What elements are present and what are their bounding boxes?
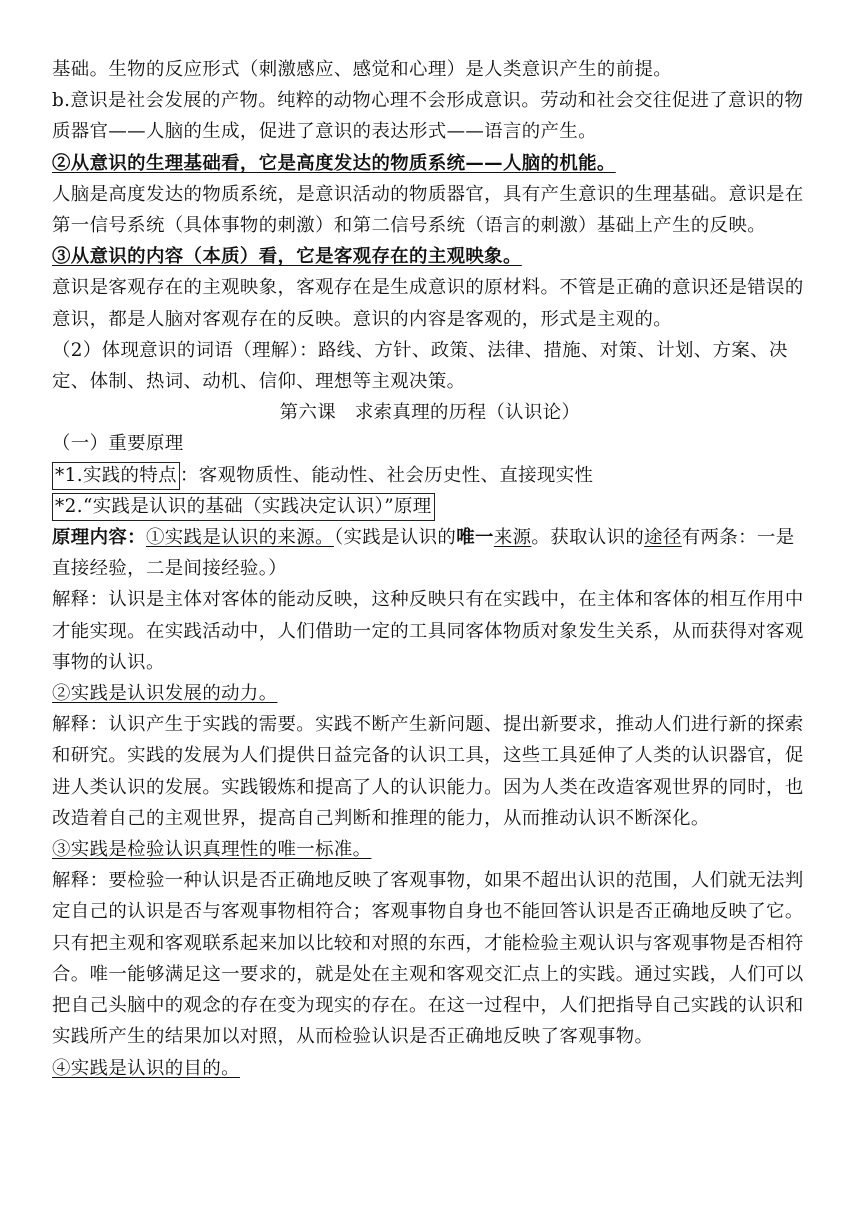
- section-heading: （一）重要原理: [52, 433, 184, 455]
- principle-label: 原理内容：: [52, 527, 146, 549]
- principle-source: ①实践是认识的来源。: [145, 527, 334, 549]
- paragraph: 意识是客观存在的主观映象，客观存在是生成意识的原材料。不管是正确的意识还是错误的意识，都是人脑对客观存在的反映。意识的内容是客观的，形式是主观的。: [52, 277, 804, 330]
- principle-title-line: [52, 491, 808, 522]
- heading-only-standard: ③实践是检验认识真理性的唯一标准。: [52, 839, 372, 861]
- paragraph: （2）体现意识的词语（理解）：路线、方针、政策、法律、措施、对策、计划、方案、决定、体制、热词、动机、信仰、理想等主观决策。: [52, 339, 788, 393]
- explanation: 解释：认识是主体对客体的能动反映，这种反映只有在实践中，在主体和客体的相互作用中才能实现。在实践活动中，人们借助一定的工具同客体物质对象发生关系，从而获得对客观事物的认识。: [52, 589, 804, 673]
- explanation: 解释：要检验一种认识是否正确地反映了客观事物，如果不超出认识的范围，人们就无法判定自己的认识是否与客观事物相符合；客观事物自身也不能回答认识是否正确地反映了它。只有把主观和客观联系起来加以比较和对照的东西，才能检验主观认识与客观事物是否相符合。唯一能够满足这一要求的，就是处在主观和客观交汇点上的实践。通过实践，人们可以把自己头脑中的观念的存在变为现实的存在。在这一过程中，人们把指导自己实践的认识和实践所产生的结果加以对照，从而检验认识是否正确地反映了客观事物。: [52, 870, 804, 1048]
- boxed-label: *2.“实践是认识的基础（实践决定认识）”原理: [52, 493, 435, 521]
- paragraph: 人脑是高度发达的物质系统，是意识活动的物质器官，具有产生意识的生理基础。意识是在第一信号系统（具体事物的刺激）和第二信号系统（语言的刺激）基础上产生的反映。: [52, 183, 804, 237]
- boxed-label: *1.实践的特点: [52, 462, 180, 490]
- practice-features-text: ：客观物质性、能动性、社会历史性、直接现实性: [179, 464, 594, 486]
- practice-features-line: [52, 460, 808, 491]
- heading-driving-force: ②实践是认识发展的动力。: [52, 683, 278, 705]
- heading-content-essence: ③从意识的内容（本质）看，它是客观存在的主观映象。: [52, 246, 522, 268]
- text-line: b.意识是社会发展的产物。纯粹的动物心理不会形成意识。劳动和社会交往促进了意识的物质器官——人脑的生成，促进了意识的表达形式——语言的产生。: [52, 90, 804, 143]
- heading-goal: ④实践是认识的目的。: [52, 1057, 240, 1079]
- heading-physiological-basis: ②从意识的生理基础看，它是高度发达的物质系统——人脑的机能。: [52, 152, 616, 174]
- text-line: 基础。生物的反应形式（刺激感应、感觉和心理）是人类意识产生的前提。: [52, 59, 673, 80]
- principle-content: 原理内容：①实践是认识的来源。（实践是认识的唯一来源。获取认识的途径有两条：一是直接经验，二是间接经验。）: [52, 527, 795, 580]
- explanation: 解释：认识产生于实践的需要。实践不断产生新问题、提出新要求，推动人们进行新的探索和研究。实践的发展为人们提供日益完备的认识工具，这些工具延伸了人类的认识器官，促进人类认识的发展。实践锻炼和提高了人的认识能力。因为人类在改造客观世界的同时，也改造着自己的主观世界，提高自己判断和推理的能力，从而推动认识不断深化。: [52, 714, 804, 829]
- lesson-title: 第六课 求索真理的历程（认识论）: [279, 402, 581, 424]
